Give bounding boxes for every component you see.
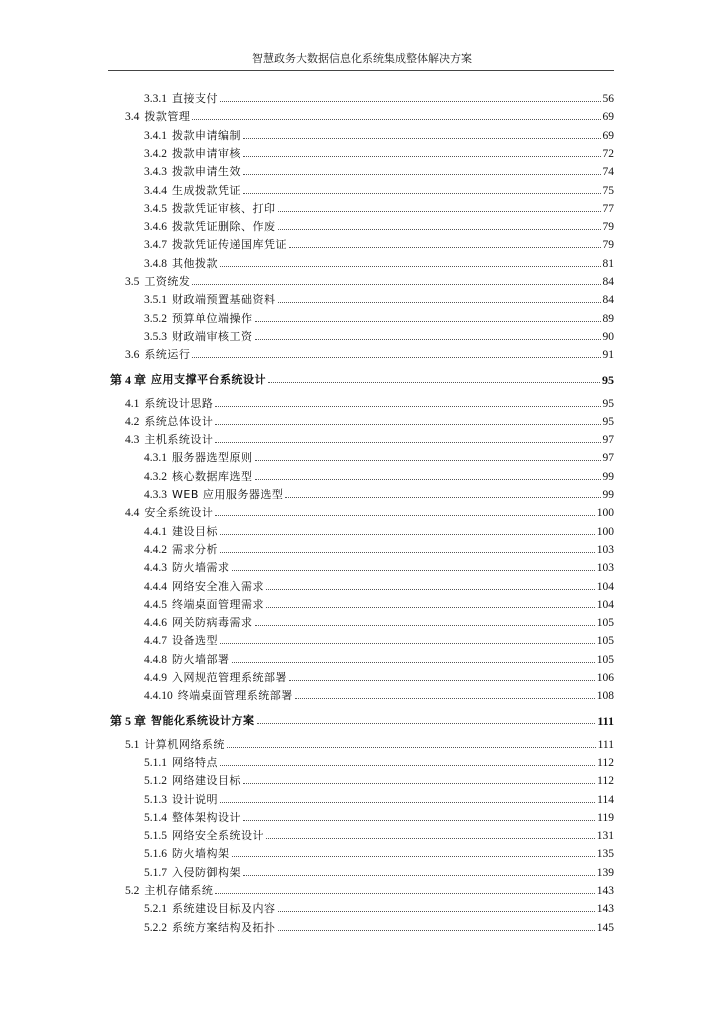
- toc-entry[interactable]: [144, 88, 614, 106]
- dot-leader: [243, 820, 595, 821]
- toc-entry-page: 97: [602, 452, 614, 465]
- dot-leader: [255, 339, 601, 340]
- dot-leader: [243, 193, 601, 194]
- toc-entry-page: 104: [596, 598, 614, 611]
- dot-leader: [220, 802, 595, 803]
- toc-entry[interactable]: [144, 557, 614, 575]
- toc-entry-number: 4.3: [125, 434, 140, 447]
- toc-entry[interactable]: [144, 216, 614, 234]
- dot-leader: [255, 479, 601, 480]
- toc-entry-number: 5.1.3: [144, 793, 167, 806]
- toc-entry-title: 拨款凭证审核、打印: [172, 201, 276, 215]
- toc-entry-title: 需求分析: [172, 542, 218, 556]
- toc-entry-number: 4.4.1: [144, 525, 167, 538]
- toc-entry[interactable]: [144, 576, 614, 594]
- toc-entry-page: 95: [602, 415, 614, 428]
- dot-leader: [215, 424, 600, 425]
- toc-entry-page: 131: [596, 830, 614, 843]
- toc-entry-title: 网关防病毒需求: [172, 616, 253, 630]
- dot-leader: [232, 662, 595, 663]
- toc-entry-number: 4.4: [125, 507, 140, 520]
- toc-entry-number: 4.4.8: [144, 653, 167, 666]
- toc-entry-page: 99: [602, 470, 614, 483]
- toc-entry[interactable]: [125, 734, 614, 752]
- dot-leader: [232, 570, 595, 571]
- toc-entry-number: 5.2: [125, 885, 140, 897]
- dot-leader: [255, 625, 595, 626]
- toc-entry-title: 服务器选型原则: [172, 451, 253, 465]
- toc-entry-title: 系统方案结构及拓扑: [172, 920, 276, 934]
- toc-entry-page: 100: [596, 507, 614, 520]
- toc-entry-title: 计算机网络系统: [144, 737, 225, 751]
- toc-entry[interactable]: [144, 198, 614, 216]
- toc-entry[interactable]: [144, 466, 614, 484]
- toc-entry-page: 114: [597, 793, 614, 806]
- toc-entry-title: 系统运行: [144, 348, 191, 362]
- dot-leader: [278, 302, 601, 303]
- toc-entry[interactable]: [144, 539, 614, 557]
- toc-entry-page: 99: [602, 489, 614, 501]
- toc-entry-page: 139: [596, 866, 614, 879]
- toc-entry-number: 5.1.6: [144, 848, 167, 861]
- dot-leader: [243, 875, 595, 876]
- toc-entry[interactable]: [144, 308, 614, 326]
- toc-entry-page: 89: [602, 312, 614, 325]
- toc-entry-title: 系统设计思路: [144, 396, 214, 410]
- toc-entry-page: 97: [602, 434, 614, 447]
- toc-entry-title: 网络安全系统设计: [172, 829, 264, 843]
- toc-entry-title: 入网规范管理系统部署: [172, 671, 287, 684]
- toc-entry-number: 3.6: [125, 349, 140, 362]
- toc-entry-page: 103: [596, 543, 614, 556]
- dot-leader: [257, 723, 596, 724]
- dot-leader: [266, 607, 595, 608]
- toc-entry-page: 69: [602, 111, 614, 124]
- toc-entry-page: 79: [602, 221, 614, 234]
- toc-entry-page: 79: [602, 239, 614, 252]
- toc-entry-title: 网络安全准入需求: [172, 579, 264, 593]
- toc-entry-title: 终端桌面管理系统部署: [177, 689, 293, 703]
- toc-entry[interactable]: [144, 253, 614, 271]
- toc-entry-title: 网络特点: [172, 755, 218, 769]
- dot-leader: [227, 747, 596, 748]
- toc-entry-page: 95: [602, 397, 614, 410]
- toc-chapter-entry[interactable]: [110, 369, 614, 387]
- dot-leader: [232, 856, 595, 857]
- dot-leader: [289, 247, 601, 248]
- toc-entry-page: 95: [602, 372, 614, 387]
- toc-entry-title: 直接支付: [172, 92, 218, 105]
- toc-entry-number: 4.3.2: [144, 470, 167, 483]
- dot-leader: [268, 382, 600, 383]
- dot-leader: [215, 893, 594, 894]
- toc-entry-title: 系统总体设计: [144, 414, 214, 428]
- toc-entry-page: 135: [596, 848, 614, 861]
- dot-leader: [243, 174, 601, 175]
- toc-entry[interactable]: [144, 447, 614, 465]
- toc-entry-page: 91: [602, 349, 614, 362]
- toc-entry-page: 108: [596, 690, 614, 703]
- toc-entry[interactable]: [125, 502, 614, 520]
- toc-entry-title: 入侵防御构架: [172, 865, 241, 879]
- toc-entry[interactable]: [125, 271, 614, 289]
- toc-entry[interactable]: [144, 180, 614, 198]
- page-header: 智慧政务大数据信息化系统集成整体解决方案: [252, 52, 472, 65]
- dot-leader: [289, 680, 595, 681]
- toc-entry-number: 4.3.1: [144, 452, 167, 465]
- dot-leader: [278, 911, 595, 912]
- toc-entry[interactable]: [144, 612, 614, 630]
- toc-entry-title: 主机存储系统: [144, 884, 214, 897]
- toc-entry-number: 3.3.1: [144, 93, 167, 105]
- toc-entry-number: 3.4.8: [144, 257, 167, 270]
- dot-leader: [243, 156, 601, 157]
- toc-entry-number: 4.4.9: [144, 672, 167, 684]
- toc-entry-number: 5.1.5: [144, 830, 167, 843]
- toc-entry-page: 111: [597, 713, 614, 728]
- dot-leader: [215, 406, 600, 407]
- toc-entry-title: 整体架构设计: [172, 810, 241, 824]
- toc-entry[interactable]: [144, 161, 614, 179]
- toc-entry-title: 防火墙构架: [172, 847, 230, 861]
- toc-entry[interactable]: [144, 649, 614, 667]
- toc-entry-number: 4.1: [125, 397, 140, 410]
- toc-entry-title: 财政端审核工资: [172, 329, 253, 343]
- dot-leader: [220, 266, 601, 267]
- toc-entry-number: 3.4.1: [144, 129, 167, 142]
- toc-entry-number: 4.4.4: [144, 580, 167, 593]
- toc-entry-title: 拨款凭证删除、作废: [172, 220, 276, 234]
- toc-entry-title: 设计说明: [172, 792, 218, 806]
- toc-entry-page: 84: [602, 294, 614, 307]
- toc-entry[interactable]: [144, 143, 614, 161]
- toc-entry[interactable]: [144, 289, 614, 307]
- toc-entry-number: 4.4.2: [144, 543, 167, 556]
- toc-entry[interactable]: [144, 917, 614, 935]
- toc-entry-number: 5.1.1: [144, 756, 167, 769]
- toc-entry-title: 财政端预置基础资料: [172, 293, 276, 307]
- toc-entry-number: 3.4.4: [144, 184, 167, 197]
- toc-entry-title: 工资统发: [144, 275, 191, 288]
- toc-entry[interactable]: [144, 807, 614, 825]
- toc-entry-number: 3.5: [125, 276, 140, 288]
- toc-entry-page: 145: [596, 921, 614, 934]
- toc-entry-number: 4.4.10: [144, 690, 173, 703]
- toc-entry-page: 75: [602, 184, 614, 197]
- toc-entry-title: 终端桌面管理需求: [172, 597, 264, 611]
- toc-entry[interactable]: [144, 752, 614, 770]
- toc-entry-title: 拨款申请审核: [172, 146, 241, 160]
- toc-entry-title: 应用支撑平台系统设计: [151, 372, 267, 386]
- toc-entry-number: 5.1.4: [144, 811, 167, 824]
- toc-entry[interactable]: [144, 770, 614, 788]
- dot-leader: [192, 284, 600, 285]
- dot-leader: [215, 515, 594, 516]
- dot-leader: [215, 442, 600, 443]
- dot-leader: [220, 643, 595, 644]
- toc-entry-title: 其他拨款: [172, 256, 218, 270]
- toc-entry-page: 105: [596, 617, 614, 630]
- toc-entry[interactable]: [144, 521, 614, 539]
- toc-entry-page: 72: [602, 147, 614, 160]
- dot-leader: [255, 321, 601, 322]
- toc-entry-number: 4.4.5: [144, 598, 167, 611]
- toc-entry-number: 4.4.3: [144, 562, 167, 575]
- toc-entry-number: 3.5.1: [144, 294, 167, 307]
- toc-entry-page: 69: [602, 129, 614, 142]
- toc-entry-page: 77: [602, 202, 614, 215]
- toc-chapter-entry[interactable]: [110, 710, 614, 728]
- toc-entry-title: 预算单位端操作: [172, 311, 253, 325]
- toc-entry[interactable]: [125, 429, 614, 447]
- dot-leader: [278, 229, 601, 230]
- toc-entry[interactable]: [144, 667, 614, 685]
- toc-entry-page: 105: [596, 653, 614, 666]
- toc-entry-title: 核心数据库选型: [172, 469, 253, 483]
- dot-leader: [243, 783, 595, 784]
- dot-leader: [255, 460, 601, 461]
- toc-entry[interactable]: [144, 825, 614, 843]
- toc-entry-title: 建设目标: [172, 524, 218, 538]
- toc-entry-number: 3.4.3: [144, 166, 167, 179]
- toc-entry[interactable]: [125, 880, 614, 898]
- toc-entry-title: 拨款管理: [144, 110, 191, 124]
- toc-entry-number: 5.1.2: [144, 775, 167, 788]
- dot-leader: [266, 589, 595, 590]
- toc-entry-page: 103: [596, 562, 614, 575]
- toc-entry-page: 112: [597, 775, 614, 788]
- toc-entry-title: 系统建设目标及内容: [172, 902, 276, 916]
- toc-entry-page: 111: [597, 738, 614, 751]
- toc-entry-title: 设备选型: [172, 634, 218, 648]
- toc-entry-number: 3.4.2: [144, 147, 167, 160]
- toc-entry-number: 第 4 章: [110, 372, 147, 387]
- dot-leader: [295, 698, 595, 699]
- toc-entry-title: 主机系统设计: [144, 433, 214, 447]
- toc-entry-page: 100: [596, 525, 614, 538]
- toc-entry[interactable]: [125, 393, 614, 411]
- toc-entry[interactable]: [144, 898, 614, 916]
- toc-entry-title: 防火墙需求: [172, 561, 230, 575]
- toc-entry[interactable]: [144, 789, 614, 807]
- toc-entry-number: 3.5.3: [144, 330, 167, 343]
- toc-entry-number: 4.4.6: [144, 617, 167, 630]
- dot-leader: [220, 534, 595, 535]
- toc-entry[interactable]: [144, 125, 614, 143]
- toc-entry[interactable]: [144, 484, 614, 502]
- toc-entry[interactable]: [125, 411, 614, 429]
- toc-entry-page: 56: [602, 93, 614, 105]
- toc-entry-page: 106: [596, 672, 614, 684]
- dot-leader: [278, 930, 595, 931]
- toc-entry-title: 拨款申请生效: [172, 165, 241, 179]
- dot-leader: [192, 357, 600, 358]
- toc-entry[interactable]: [144, 326, 614, 344]
- header-rule: [108, 70, 614, 71]
- toc-entry-title: 网络建设目标: [172, 774, 241, 788]
- toc-entry-number: 5.1.7: [144, 866, 167, 879]
- toc-entry-title: 生成拨款凭证: [172, 183, 241, 197]
- toc-entry-number: 5.2.2: [144, 921, 167, 934]
- toc-entry[interactable]: [144, 594, 614, 612]
- toc-entry[interactable]: [144, 843, 614, 861]
- dot-leader: [192, 119, 600, 120]
- dot-leader: [220, 101, 601, 102]
- toc-entry-title: 安全系统设计: [144, 506, 214, 520]
- toc-entry[interactable]: [125, 344, 614, 362]
- dot-leader: [243, 138, 601, 139]
- toc-entry[interactable]: [144, 862, 614, 880]
- toc-entry[interactable]: [144, 234, 614, 252]
- toc-entry-page: 81: [602, 257, 614, 270]
- dot-leader: [220, 552, 595, 553]
- toc-entry-page: 104: [596, 580, 614, 593]
- toc-entry-number: 4.4.7: [144, 635, 167, 648]
- toc-entry-number: 5.2.1: [144, 903, 167, 916]
- toc-entry-number: 5.1: [125, 738, 140, 751]
- toc-entry-number: 4.2: [125, 415, 140, 428]
- toc-entry-number: 4.3.3: [144, 489, 167, 501]
- toc-entry[interactable]: [144, 685, 614, 703]
- toc-entry-number: 第 5 章: [110, 713, 147, 728]
- toc-entry-title: 拨款申请编制: [172, 128, 241, 142]
- toc-entry-number: 3.4: [125, 111, 140, 124]
- toc-entry[interactable]: [125, 106, 614, 124]
- dot-leader: [285, 497, 600, 498]
- dot-leader: [278, 211, 601, 212]
- toc-entry-page: 105: [596, 635, 614, 648]
- toc-entry-page: 143: [596, 903, 614, 916]
- toc-entry[interactable]: [144, 630, 614, 648]
- toc-entry-number: 3.4.7: [144, 239, 167, 252]
- toc-entry-title: 拨款凭证传递国库凭证: [172, 238, 287, 252]
- toc-entry-page: 112: [597, 756, 614, 769]
- toc-entry-number: 3.4.5: [144, 202, 167, 215]
- dot-leader: [266, 838, 595, 839]
- toc-entry-title: 智能化系统设计方案: [151, 713, 255, 727]
- toc-entry-title: WEB 应用服务器选型: [172, 488, 284, 501]
- toc-entry-page: 84: [602, 276, 614, 288]
- toc-entry-number: 3.4.6: [144, 221, 167, 234]
- toc-entry-page: 74: [602, 166, 614, 179]
- toc-entry-page: 143: [596, 885, 614, 897]
- dot-leader: [220, 765, 595, 766]
- toc-entry-page: 119: [597, 811, 614, 824]
- toc-entry-page: 90: [602, 330, 614, 343]
- toc-entry-number: 3.5.2: [144, 312, 167, 325]
- toc-entry-title: 防火墙部署: [172, 652, 230, 666]
